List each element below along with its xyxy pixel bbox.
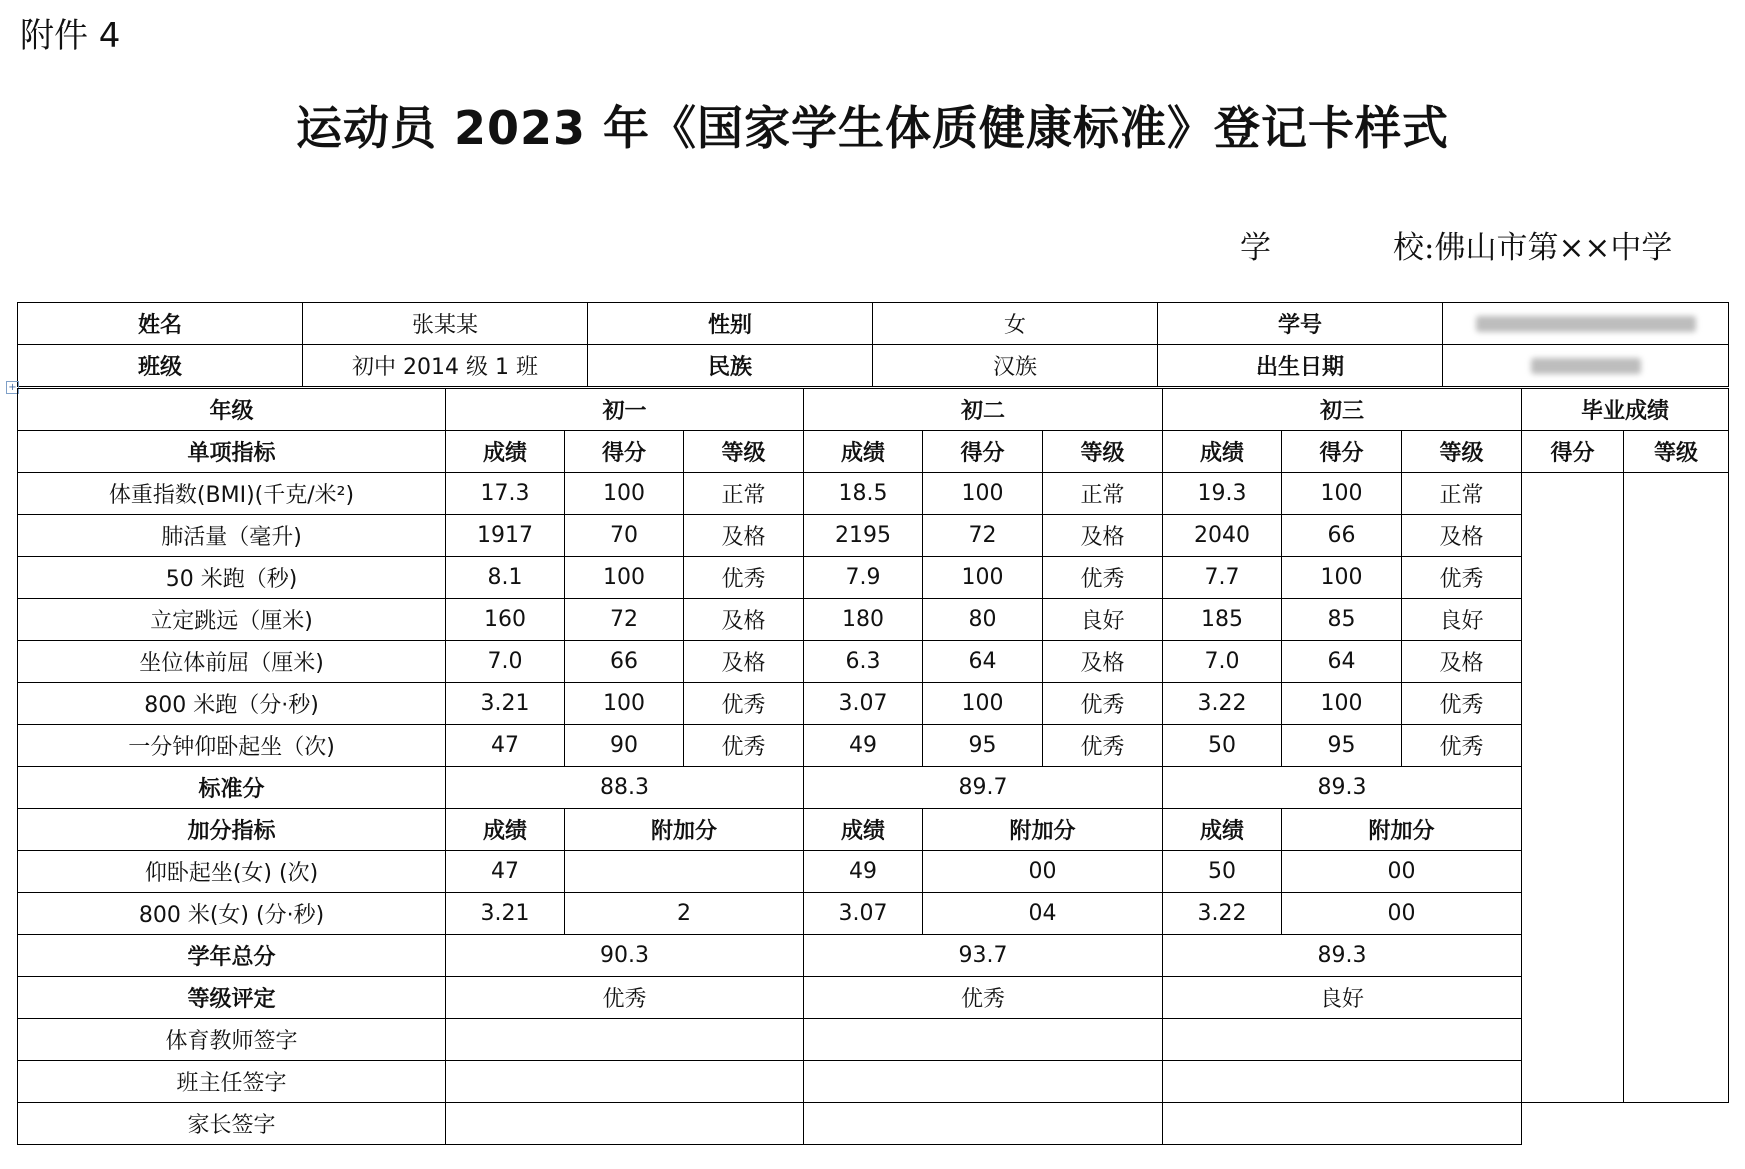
class-value: 初中 2014 级 1 班 [303, 345, 588, 387]
column-header: 得分 [923, 431, 1043, 473]
total-score-label: 学年总分 [18, 935, 446, 977]
signature-row [18, 1061, 1729, 1103]
total-score-row [18, 935, 1729, 977]
graduation-score-heading: 毕业成绩 [1522, 389, 1729, 431]
item-value: 优秀 [1402, 683, 1522, 725]
table-move-handle-icon[interactable]: + [6, 381, 19, 394]
standard-score-label: 标准分 [18, 767, 446, 809]
item-row [18, 641, 1729, 683]
rating-value: 优秀 [804, 977, 1163, 1019]
school-line [1240, 222, 1672, 267]
item-value: 70 [565, 515, 684, 557]
rating-label: 等级评定 [18, 977, 446, 1019]
item-value: 7.9 [804, 557, 923, 599]
name-label: 姓名 [18, 303, 303, 345]
bonus-header-row [18, 809, 1729, 851]
signature-cell [804, 1103, 1163, 1145]
item-value: 3.21 [446, 683, 565, 725]
redacted-birth-blur [1531, 358, 1641, 374]
signature-cell [446, 1019, 804, 1061]
item-value: 100 [1282, 557, 1402, 599]
grade-heading: 初二 [804, 389, 1163, 431]
item-value: 66 [1282, 515, 1402, 557]
column-header: 成绩 [1163, 431, 1282, 473]
item-value: 19.3 [1163, 473, 1282, 515]
item-value: 优秀 [684, 557, 804, 599]
item-name: 800 米跑（分·秒) [18, 683, 446, 725]
column-header: 等级 [1043, 431, 1163, 473]
item-value: 及格 [1402, 515, 1522, 557]
item-value: 100 [923, 557, 1043, 599]
redacted-id-blur [1476, 316, 1696, 332]
item-value: 50 [1163, 725, 1282, 767]
rating-value: 良好 [1163, 977, 1522, 1019]
item-value: 100 [1282, 683, 1402, 725]
item-value: 80 [923, 599, 1043, 641]
item-value: 47 [446, 725, 565, 767]
school-value: 佛山市第××中学 [1434, 230, 1673, 266]
signature-cell [804, 1019, 1163, 1061]
signature-cell [1163, 1019, 1522, 1061]
item-value: 良好 [1043, 599, 1163, 641]
item-value: 100 [565, 683, 684, 725]
item-name: 坐位体前屈（厘米) [18, 641, 446, 683]
rating-row [18, 977, 1729, 1019]
student-id-value [1443, 303, 1729, 345]
item-value: 2040 [1163, 515, 1282, 557]
item-value: 85 [1282, 599, 1402, 641]
bonus-column-header: 附加分 [1282, 809, 1522, 851]
bonus-extra-score: 00 [923, 851, 1163, 893]
item-label: 单项指标 [18, 431, 446, 473]
column-header: 得分 [1282, 431, 1402, 473]
school-label-second: 校: [1393, 230, 1435, 266]
signature-row [18, 1103, 1729, 1145]
grade-label: 年级 [18, 389, 446, 431]
bonus-item-name: 800 米(女) (分·秒) [18, 893, 446, 935]
item-value: 6.3 [804, 641, 923, 683]
item-value: 95 [1282, 725, 1402, 767]
item-value: 185 [1163, 599, 1282, 641]
bonus-value: 3.22 [1163, 893, 1282, 935]
total-score-value: 89.3 [1163, 935, 1522, 977]
item-value: 7.0 [1163, 641, 1282, 683]
ethnicity-label: 民族 [588, 345, 873, 387]
item-value: 90 [565, 725, 684, 767]
total-score-value: 93.7 [804, 935, 1163, 977]
item-value: 优秀 [1043, 557, 1163, 599]
item-value: 优秀 [684, 725, 804, 767]
bonus-value: 47 [446, 851, 565, 893]
item-value: 3.22 [1163, 683, 1282, 725]
attachment-label: 附件 4 [20, 16, 121, 56]
bonus-extra-score: 04 [923, 893, 1163, 935]
signature-cell [446, 1103, 804, 1145]
total-score-value: 90.3 [446, 935, 804, 977]
item-value: 100 [565, 557, 684, 599]
item-value: 66 [565, 641, 684, 683]
item-value: 17.3 [446, 473, 565, 515]
ethnicity-value: 汉族 [873, 345, 1158, 387]
bonus-value: 3.21 [446, 893, 565, 935]
rating-value: 优秀 [446, 977, 804, 1019]
item-value: 72 [923, 515, 1043, 557]
standard-score-value: 89.7 [804, 767, 1163, 809]
bonus-item-row [18, 851, 1729, 893]
item-value: 95 [923, 725, 1043, 767]
item-value: 优秀 [684, 683, 804, 725]
bonus-item-name: 仰卧起坐(女) (次) [18, 851, 446, 893]
bonus-column-header: 附加分 [565, 809, 804, 851]
bonus-value: 50 [1163, 851, 1282, 893]
bonus-extra-score: 2 [565, 893, 804, 935]
item-name: 50 米跑（秒) [18, 557, 446, 599]
item-value: 7.7 [1163, 557, 1282, 599]
student-id-label: 学号 [1158, 303, 1443, 345]
column-header: 成绩 [446, 431, 565, 473]
signature-label: 体育教师签字 [18, 1019, 446, 1061]
bonus-column-header: 附加分 [923, 809, 1163, 851]
item-name: 体重指数(BMI)(千克/米²) [18, 473, 446, 515]
item-value: 优秀 [1043, 725, 1163, 767]
signature-cell [1163, 1061, 1522, 1103]
column-header: 等级 [1402, 431, 1522, 473]
grade-heading: 初三 [1163, 389, 1522, 431]
grade-heading: 初一 [446, 389, 804, 431]
item-value: 优秀 [1043, 683, 1163, 725]
graduation-score-cell [1522, 473, 1624, 1103]
item-value: 良好 [1402, 599, 1522, 641]
name-value: 张某某 [303, 303, 588, 345]
item-name: 一分钟仰卧起坐（次) [18, 725, 446, 767]
item-value: 正常 [1043, 473, 1163, 515]
column-header: 成绩 [804, 431, 923, 473]
item-name: 立定跳远（厘米) [18, 599, 446, 641]
item-value: 72 [565, 599, 684, 641]
grade-header-row [18, 389, 1729, 431]
item-row [18, 599, 1729, 641]
item-value: 2195 [804, 515, 923, 557]
item-value: 及格 [1402, 641, 1522, 683]
school-label-first: 学 [1240, 230, 1271, 266]
item-value: 100 [565, 473, 684, 515]
signature-cell [804, 1061, 1163, 1103]
item-value: 7.0 [446, 641, 565, 683]
item-value: 及格 [684, 515, 804, 557]
column-header: 等级 [684, 431, 804, 473]
item-row [18, 473, 1729, 515]
score-table [17, 388, 1729, 1145]
column-header-row [18, 431, 1729, 473]
item-row [18, 557, 1729, 599]
signature-row [18, 1019, 1729, 1061]
bonus-extra-score [565, 851, 804, 893]
item-value: 正常 [1402, 473, 1522, 515]
bonus-extra-score: 00 [1282, 893, 1522, 935]
item-value: 及格 [684, 599, 804, 641]
item-value: 100 [923, 683, 1043, 725]
graduation-grade-cell [1624, 473, 1729, 1103]
signature-label: 家长签字 [18, 1103, 446, 1145]
class-label: 班级 [18, 345, 303, 387]
signature-cell [1163, 1103, 1522, 1145]
item-value: 3.07 [804, 683, 923, 725]
student-info-table [17, 302, 1729, 387]
item-value: 18.5 [804, 473, 923, 515]
item-value: 8.1 [446, 557, 565, 599]
bonus-column-header: 成绩 [1163, 809, 1282, 851]
bonus-column-header: 成绩 [446, 809, 565, 851]
item-value: 160 [446, 599, 565, 641]
standard-score-value: 89.3 [1163, 767, 1522, 809]
item-name: 肺活量（毫升) [18, 515, 446, 557]
standard-score-row [18, 767, 1729, 809]
item-value: 100 [1282, 473, 1402, 515]
graduation-column-header: 得分 [1522, 431, 1624, 473]
birth-date-label: 出生日期 [1158, 345, 1443, 387]
item-value: 100 [923, 473, 1043, 515]
graduation-column-header: 等级 [1624, 431, 1729, 473]
gender-label: 性别 [588, 303, 873, 345]
info-row-2 [18, 345, 1729, 387]
item-value: 180 [804, 599, 923, 641]
item-value: 优秀 [1402, 725, 1522, 767]
signature-cell [446, 1061, 804, 1103]
item-value: 及格 [684, 641, 804, 683]
bonus-column-header: 成绩 [804, 809, 923, 851]
signature-label: 班主任签字 [18, 1061, 446, 1103]
item-value: 正常 [684, 473, 804, 515]
item-value: 及格 [1043, 515, 1163, 557]
item-value: 64 [1282, 641, 1402, 683]
item-value: 优秀 [1402, 557, 1522, 599]
item-value: 49 [804, 725, 923, 767]
item-value: 64 [923, 641, 1043, 683]
item-row [18, 725, 1729, 767]
item-value: 及格 [1043, 641, 1163, 683]
item-value: 1917 [446, 515, 565, 557]
column-header: 得分 [565, 431, 684, 473]
page-title: 运动员 2023 年《国家学生体质健康标准》登记卡样式 [295, 101, 1450, 155]
item-row [18, 515, 1729, 557]
item-row [18, 683, 1729, 725]
bonus-item-row [18, 893, 1729, 935]
standard-score-value: 88.3 [446, 767, 804, 809]
info-row-1 [18, 303, 1729, 345]
birth-date-value [1443, 345, 1729, 387]
bonus-label: 加分指标 [18, 809, 446, 851]
gender-value: 女 [873, 303, 1158, 345]
bonus-value: 49 [804, 851, 923, 893]
bonus-extra-score: 00 [1282, 851, 1522, 893]
bonus-value: 3.07 [804, 893, 923, 935]
